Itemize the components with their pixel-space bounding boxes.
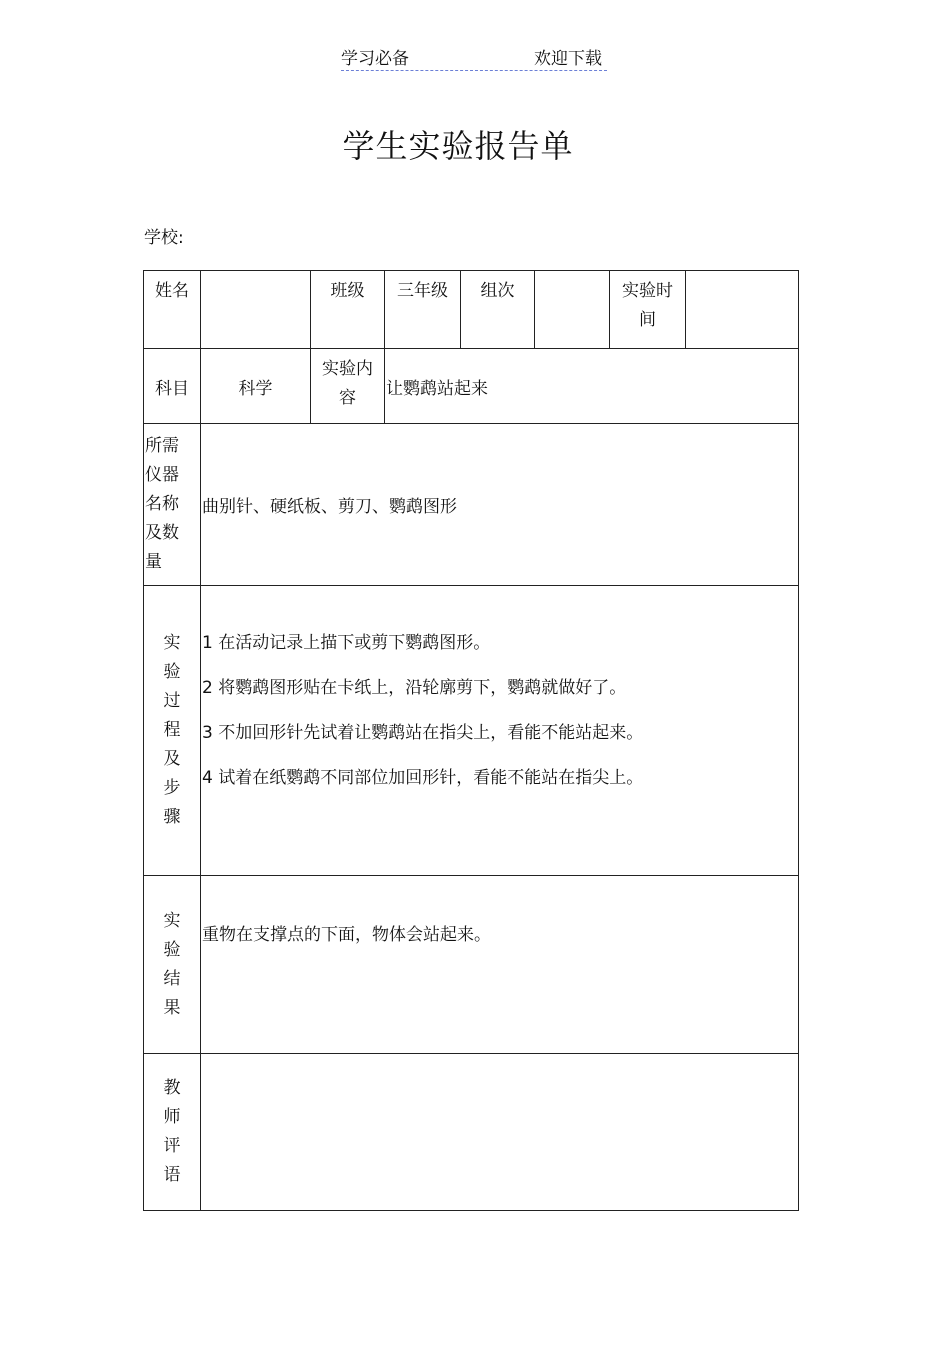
process-label-char: 验 bbox=[163, 662, 181, 682]
process-label-char: 步 bbox=[163, 778, 181, 798]
result-label-char: 实 bbox=[163, 910, 181, 931]
comment-label-char: 评 bbox=[163, 1136, 181, 1156]
subject-value: 科学 bbox=[201, 349, 311, 424]
result-label-char: 果 bbox=[163, 997, 181, 1018]
process-label-char: 过 bbox=[163, 691, 181, 711]
result-label-char: 验 bbox=[163, 939, 181, 960]
time-label bbox=[610, 271, 686, 349]
time-label-line2: 间 bbox=[639, 310, 656, 330]
process-step: 1 在活动记录上描下或剪下鹦鹉图形。 bbox=[202, 633, 491, 653]
comment-label-char: 教 bbox=[163, 1078, 181, 1098]
process-label bbox=[144, 586, 201, 876]
content-label bbox=[311, 349, 385, 424]
equipment-label-line: 名称 bbox=[145, 494, 179, 514]
row-subject bbox=[144, 349, 799, 424]
content-label-line2: 容 bbox=[339, 388, 356, 408]
name-label: 姓名 bbox=[144, 271, 201, 349]
equipment-label-line: 及数 bbox=[145, 523, 179, 543]
row-process bbox=[144, 586, 799, 876]
result-value: 重物在支撑点的下面，物体会站起来。 bbox=[201, 876, 799, 1054]
process-label-char: 及 bbox=[163, 749, 181, 769]
group-value bbox=[535, 271, 610, 349]
comment-label-char: 语 bbox=[163, 1165, 181, 1185]
row-result bbox=[144, 876, 799, 1054]
content-label-line1: 实验内 bbox=[322, 359, 373, 379]
row-basic-info bbox=[144, 271, 799, 349]
class-value: 三年级 bbox=[385, 271, 461, 349]
class-label: 班级 bbox=[311, 271, 385, 349]
header-right-text: 欢迎下载 bbox=[534, 49, 602, 69]
page-title: 学生实验报告单 bbox=[342, 127, 574, 165]
process-label-char: 实 bbox=[163, 633, 181, 653]
comment-label bbox=[144, 1054, 201, 1211]
equipment-value: 曲别针、硬纸板、剪刀、鹦鹉图形 bbox=[201, 424, 799, 586]
process-step: 3 不加回形针先试着让鹦鹉站在指尖上，看能不能站起来。 bbox=[202, 723, 644, 743]
row-teacher-comment bbox=[144, 1054, 799, 1211]
school-label: 学校: bbox=[144, 228, 184, 248]
group-label: 组次 bbox=[461, 271, 535, 349]
result-label bbox=[144, 876, 201, 1054]
equipment-label-line: 所需 bbox=[145, 436, 179, 456]
comment-label-char: 师 bbox=[163, 1107, 181, 1127]
result-label-char: 结 bbox=[163, 968, 181, 989]
row-equipment bbox=[144, 424, 799, 586]
time-label-line1: 实验时 bbox=[622, 281, 673, 301]
process-step: 4 试着在纸鹦鹉不同部位加回形针，看能不能站在指尖上。 bbox=[202, 768, 644, 788]
comment-value bbox=[201, 1054, 799, 1211]
equipment-label-line: 量 bbox=[145, 552, 162, 572]
equipment-label bbox=[144, 424, 201, 586]
process-label-char: 骤 bbox=[163, 807, 181, 827]
equipment-label-line: 仪器 bbox=[145, 465, 179, 485]
header-left-text: 学习必备 bbox=[341, 49, 409, 69]
process-step: 2 将鹦鹉图形贴在卡纸上，沿轮廓剪下，鹦鹉就做好了。 bbox=[202, 678, 627, 698]
subject-label: 科目 bbox=[144, 349, 201, 424]
content-value: 让鹦鹉站起来 bbox=[385, 349, 799, 424]
process-label-char: 程 bbox=[163, 720, 181, 740]
name-value bbox=[201, 271, 311, 349]
header-dashed-rule bbox=[341, 70, 607, 71]
report-table bbox=[143, 270, 799, 1211]
process-steps bbox=[201, 586, 799, 876]
time-value bbox=[686, 271, 799, 349]
